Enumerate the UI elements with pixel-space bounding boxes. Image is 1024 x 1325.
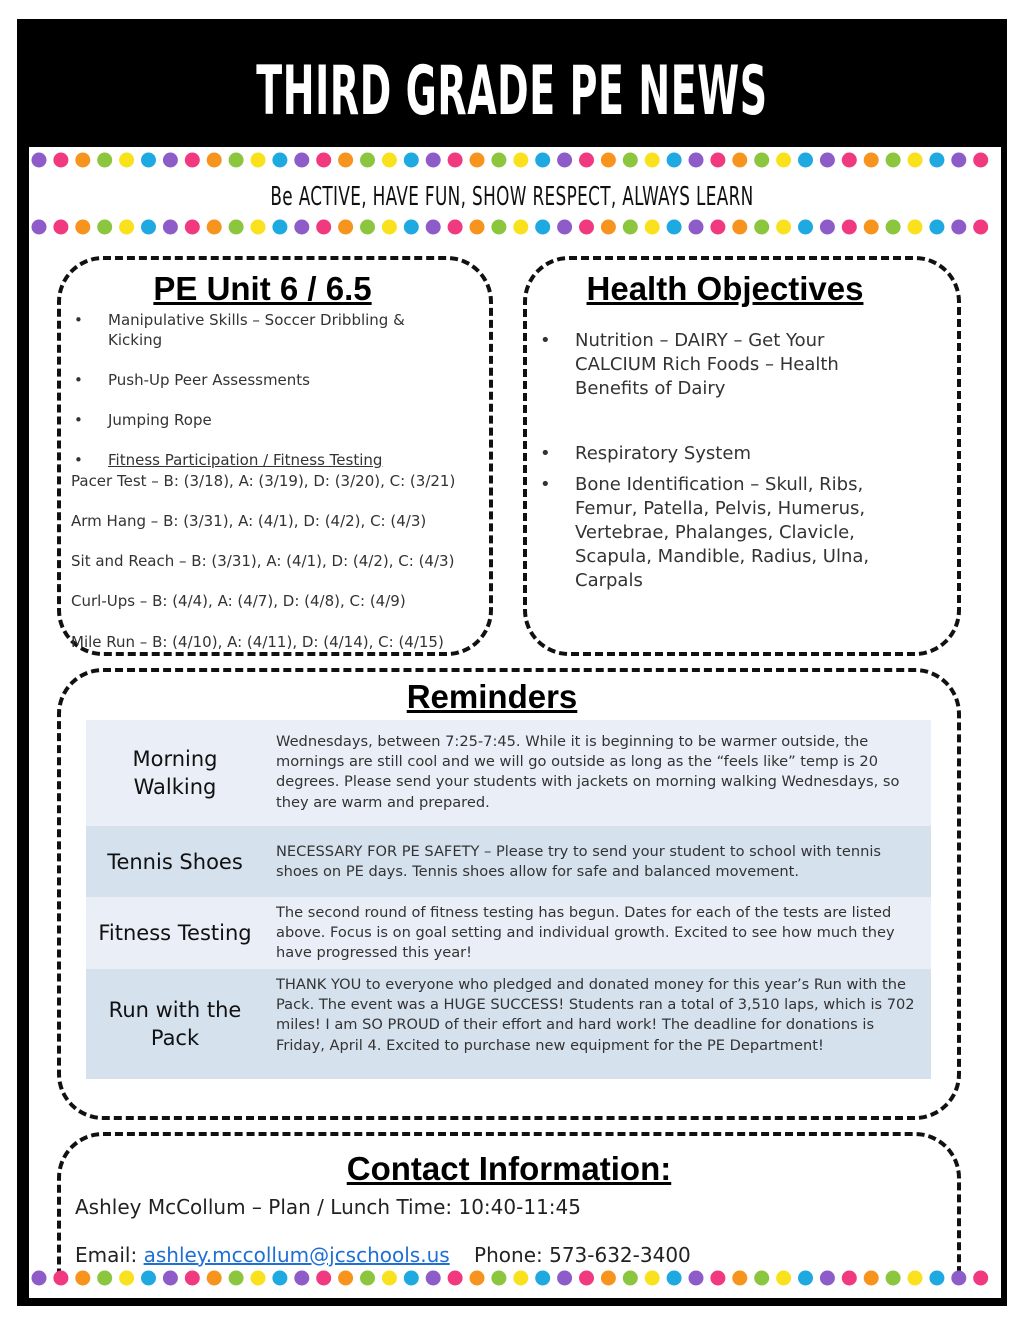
decorative-dot [251, 153, 266, 168]
decorative-dot [53, 220, 68, 235]
decorative-dot [470, 220, 485, 235]
decorative-dot [908, 1271, 923, 1286]
decorative-dot [32, 220, 47, 235]
decorative-dot [97, 1271, 112, 1286]
decorative-dot [579, 1271, 594, 1286]
decorative-dot [842, 1271, 857, 1286]
motto: Be ACTIVE, HAVE FUN, SHOW RESPECT, ALWAYS LEARN [270, 182, 754, 212]
decorative-dot [754, 153, 769, 168]
decorative-dot [360, 153, 375, 168]
decorative-dot [820, 1271, 835, 1286]
decorative-dot [908, 153, 923, 168]
decorative-dot [951, 153, 966, 168]
decorative-dot [732, 153, 747, 168]
decorative-dot [623, 153, 638, 168]
decorative-dot [382, 220, 397, 235]
health-bones-2: Femur, Patella, Pelvis, Humerus, [575, 498, 866, 519]
decorative-dot [141, 153, 156, 168]
decorative-dot [535, 220, 550, 235]
decorative-dot [426, 220, 441, 235]
decorative-dot [251, 220, 266, 235]
decorative-dot [886, 153, 901, 168]
decorative-dot [798, 220, 813, 235]
email-label: Email: [75, 1243, 138, 1267]
decorative-dot [601, 220, 616, 235]
reminder-label: Run with the Pack [108, 998, 242, 1050]
decorative-dot [710, 1271, 725, 1286]
health-title: Health Objectives [586, 270, 864, 307]
decorative-dot [426, 1271, 441, 1286]
bullet-dot: • [540, 330, 551, 351]
reminder-text: NECESSARY FOR PE SAFETY – Please try to send your student to school with tennis shoes on PE days. Tennis shoes allow for safe and balanced movement. [276, 843, 882, 881]
table-row [86, 897, 931, 969]
decorative-dot [864, 220, 879, 235]
decorative-dot [163, 220, 178, 235]
decorative-dot [448, 220, 463, 235]
decorative-dot [491, 1271, 506, 1286]
pe-bullet-manipulative: Manipulative Skills – Soccer Dribbling & [108, 311, 405, 329]
bullet-dot: • [74, 451, 83, 469]
reminder-label: Tennis Shoes [107, 849, 243, 874]
decorative-dot [601, 153, 616, 168]
bullet-dot: • [540, 474, 551, 495]
contact-email-phone [75, 1243, 691, 1267]
decorative-dot [864, 1271, 879, 1286]
decorative-dot [820, 153, 835, 168]
decorative-dot [119, 153, 134, 168]
decorative-dot [251, 1271, 266, 1286]
decorative-dot [272, 1271, 287, 1286]
decorative-dot [557, 153, 572, 168]
decorative-dot [141, 220, 156, 235]
decorative-dot [776, 153, 791, 168]
decorative-dot [382, 1271, 397, 1286]
decorative-dot [316, 220, 331, 235]
test-mile-run: Mile Run – B: (4/10), A: (4/11), D: (4/14), C: (4/15) [71, 633, 444, 651]
decorative-dot [491, 220, 506, 235]
reminders-title: Reminders [406, 678, 578, 715]
decorative-dot [382, 153, 397, 168]
decorative-dot [754, 1271, 769, 1286]
decorative-dot [513, 220, 528, 235]
decorative-dot [360, 1271, 375, 1286]
decorative-dot [929, 220, 944, 235]
decorative-dot [338, 220, 353, 235]
decorative-dot [338, 1271, 353, 1286]
decorative-dot [75, 1271, 90, 1286]
health-bones-5: Carpals [575, 570, 643, 591]
dot-border-bottom [30, 1268, 998, 1288]
decorative-dot [842, 220, 857, 235]
decorative-dot [645, 153, 660, 168]
decorative-dot [798, 1271, 813, 1286]
decorative-dot [689, 153, 704, 168]
decorative-dot [951, 220, 966, 235]
decorative-dot [97, 220, 112, 235]
decorative-dot [645, 1271, 660, 1286]
bullet-dot: • [74, 311, 83, 329]
decorative-dot [272, 153, 287, 168]
decorative-dot [886, 1271, 901, 1286]
reminder-text: THANK YOU to everyone who pledged and donated money for this year’s Run with the Pack. The event was a HUGE SUCCESS! Students ran a total of 3,510 laps, which is 702 miles! I am SO PROUD of their effort and hard work! The deadline for donations is Friday, April 4. Excited to purchase new equipment for the PE Department! [276, 976, 915, 1054]
decorative-dot [53, 153, 68, 168]
health-respiratory: Respiratory System [575, 443, 751, 464]
decorative-dot [229, 1271, 244, 1286]
decorative-dot [491, 153, 506, 168]
decorative-dot [710, 153, 725, 168]
health-nutrition-2: CALCIUM Rich Foods – Health [575, 354, 839, 375]
decorative-dot [185, 1271, 200, 1286]
decorative-dot [207, 1271, 222, 1286]
decorative-dot [776, 1271, 791, 1286]
decorative-dot [163, 1271, 178, 1286]
test-arm-hang: Arm Hang – B: (3/31), A: (4/1), D: (4/2), C: (4/3) [71, 512, 427, 530]
decorative-dot [119, 1271, 134, 1286]
decorative-dot [579, 153, 594, 168]
decorative-dot [119, 220, 134, 235]
decorative-dot [929, 1271, 944, 1286]
decorative-dot [689, 220, 704, 235]
decorative-dot [470, 1271, 485, 1286]
decorative-dot [75, 220, 90, 235]
health-nutrition-3: Benefits of Dairy [575, 378, 726, 399]
pe-bullet-jumprope: Jumping Rope [108, 411, 212, 429]
bullet-dot: • [540, 443, 551, 464]
decorative-dot [185, 220, 200, 235]
table-row [86, 969, 931, 1079]
decorative-dot [732, 1271, 747, 1286]
decorative-dot [973, 153, 988, 168]
decorative-dot [798, 153, 813, 168]
contact-plan-time: Ashley McCollum – Plan / Lunch Time: 10:40-11:45 [75, 1195, 581, 1219]
reminder-label: Morning Walking [132, 747, 218, 799]
decorative-dot [338, 153, 353, 168]
decorative-dot [294, 1271, 309, 1286]
test-curl-ups: Curl-Ups – B: (4/4), A: (4/7), D: (4/8), C: (4/9) [71, 592, 406, 610]
decorative-dot [973, 1271, 988, 1286]
decorative-dot [557, 220, 572, 235]
decorative-dot [557, 1271, 572, 1286]
decorative-dot [163, 153, 178, 168]
decorative-dot [667, 153, 682, 168]
decorative-dot [513, 153, 528, 168]
decorative-dot [404, 1271, 419, 1286]
decorative-dot [864, 153, 879, 168]
decorative-dot [229, 220, 244, 235]
decorative-dot [75, 153, 90, 168]
decorative-dot [360, 220, 375, 235]
decorative-dot [689, 1271, 704, 1286]
email-link[interactable]: ashley.mccollum@jcschools.us [143, 1243, 450, 1267]
pe-bullet-fitness: Fitness Participation / Fitness Testing [108, 451, 383, 469]
dot-border-top [30, 150, 998, 170]
decorative-dot [229, 153, 244, 168]
decorative-dot [601, 1271, 616, 1286]
decorative-dot [404, 153, 419, 168]
decorative-dot [535, 1271, 550, 1286]
decorative-dot [579, 220, 594, 235]
decorative-dot [623, 220, 638, 235]
decorative-dot [316, 1271, 331, 1286]
decorative-dot [448, 153, 463, 168]
phone-number: Phone: 573-632-3400 [474, 1243, 691, 1267]
decorative-dot [32, 1271, 47, 1286]
decorative-dot [207, 153, 222, 168]
newsletter-title: THIRD GRADE PE NEWS [256, 52, 768, 131]
decorative-dot [141, 1271, 156, 1286]
decorative-dot [185, 153, 200, 168]
reminders-table [86, 720, 931, 1079]
reminder-text: The second round of fitness testing has begun. Dates for each of the tests are listed above. Focus is on goal setting and individual growth. Excited to see how much they have progressed this year! [276, 904, 895, 962]
pe-unit-title: PE Unit 6 / 6.5 [153, 270, 372, 307]
decorative-dot [535, 153, 550, 168]
test-pacer: Pacer Test – B: (3/18), A: (3/19), D: (3/20), C: (3/21) [71, 472, 456, 490]
decorative-dot [645, 220, 660, 235]
decorative-dot [951, 1271, 966, 1286]
decorative-dot [842, 153, 857, 168]
reminder-text: Wednesdays, between 7:25-7:45. While it is beginning to be warmer outside, the mornings are still cool and we will go outside as long as the “feels like” temp is 20 degrees. Please send your students with jackets on morning walking Wednesdays, so they are warm and prepared. [276, 733, 900, 811]
decorative-dot [404, 220, 419, 235]
contact-title: Contact Information: [346, 1150, 672, 1187]
decorative-dot [294, 220, 309, 235]
health-bones-3: Vertebrae, Phalanges, Clavicle, [575, 522, 855, 543]
decorative-dot [53, 1271, 68, 1286]
decorative-dot [908, 220, 923, 235]
decorative-dot [207, 220, 222, 235]
health-nutrition-1: Nutrition – DAIRY – Get Your [575, 330, 825, 351]
decorative-dot [623, 1271, 638, 1286]
decorative-dot [710, 220, 725, 235]
decorative-dot [886, 220, 901, 235]
decorative-dot [448, 1271, 463, 1286]
decorative-dot [667, 1271, 682, 1286]
test-sit-reach: Sit and Reach – B: (3/31), A: (4/1), D: (4/2), C: (4/3) [71, 552, 455, 570]
decorative-dot [820, 220, 835, 235]
decorative-dot [513, 1271, 528, 1286]
decorative-dot [732, 220, 747, 235]
decorative-dot [316, 153, 331, 168]
decorative-dot [754, 220, 769, 235]
table-row [86, 826, 931, 897]
table-row [86, 720, 931, 826]
decorative-dot [272, 220, 287, 235]
decorative-dot [667, 220, 682, 235]
decorative-dot [294, 153, 309, 168]
decorative-dot [470, 153, 485, 168]
health-bones-4: Scapula, Mandible, Radius, Ulna, [575, 546, 870, 567]
decorative-dot [426, 153, 441, 168]
decorative-dot [97, 153, 112, 168]
dot-border-under-motto [30, 217, 998, 237]
health-bones-1: Bone Identification – Skull, Ribs, [575, 474, 864, 495]
bullet-dot: • [74, 411, 83, 429]
decorative-dot [776, 220, 791, 235]
decorative-dot [32, 153, 47, 168]
pe-bullet-pushup: Push-Up Peer Assessments [108, 371, 310, 389]
pe-bullet-manipulative-cont: Kicking [108, 331, 163, 349]
decorative-dot [929, 153, 944, 168]
decorative-dot [973, 220, 988, 235]
bullet-dot: • [74, 371, 83, 389]
reminder-label: Fitness Testing [98, 921, 252, 945]
